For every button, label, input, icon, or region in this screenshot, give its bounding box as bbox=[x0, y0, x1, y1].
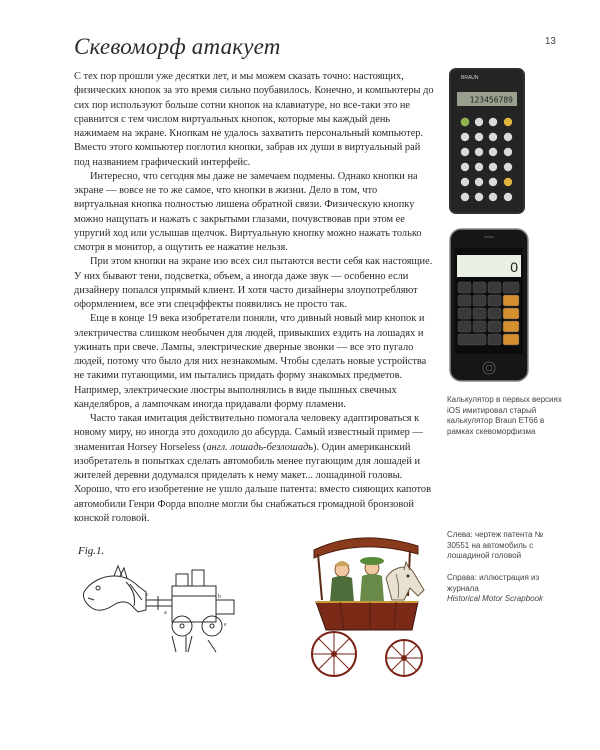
paragraph-5-end: ). Один американский изобретатель в попытках сделать автомобиль менее пугающим для лошадей и жителей деревни додумался приделать к нему макет... лошадиной головы. Хорошо, что его изобретение не ушло дальше патента: вместо сияющих капотов автомобили Генри Форда вполне могли бы снабжаться громадной бронзовой конской головой. bbox=[74, 441, 432, 524]
svg-text:a: a bbox=[164, 610, 167, 616]
paragraph-5-start: Часто такая имитация действительно помогала человеку адаптироваться к новому миру, но иногда это доходило до абсурда. Самый известный пример — знаменитая Horsey Horseless ( bbox=[74, 413, 423, 453]
braun-calculator-image bbox=[447, 66, 527, 216]
iphone-calculator-image bbox=[449, 228, 529, 382]
page-number: 13 bbox=[544, 36, 556, 47]
svg-text:b: b bbox=[218, 594, 221, 600]
patent-drawing-image bbox=[76, 540, 246, 660]
svg-text:e: e bbox=[224, 622, 227, 628]
paragraph-3: При этом кнопки на экране изо всех сил пытаются вести себя как настоящие. У них бывают тени, подсветка, объем, а иногда даже звук — особенно если дизайнеру попался упрямый клиент. И хотя часто дизайнеры злоупотребляют оформлением, все эти спецэффекты появились не просто так. bbox=[74, 256, 433, 310]
braun-display-value: 123456789 bbox=[469, 95, 513, 105]
calculator-caption-text: Калькулятор в первых версиях iOS имитировал старый калькулятор Braun ET66 в рамках скевоморфизма bbox=[447, 395, 562, 436]
article-body bbox=[74, 70, 434, 526]
left-figure-caption bbox=[447, 530, 565, 562]
iphone-display-value: 0 bbox=[510, 259, 518, 275]
patent-figure-label: Fig.1. bbox=[78, 545, 105, 557]
horsey-horseless-illustration bbox=[300, 530, 440, 690]
paragraph-5 bbox=[74, 412, 434, 526]
right-figure-caption-prefix: Справа: иллюстрация из журнала bbox=[447, 573, 540, 593]
svg-text:BRAUN: BRAUN bbox=[461, 75, 479, 81]
calculator-caption bbox=[447, 395, 565, 437]
paragraph-1: С тех пор прошли уже десятки лет, и мы можем сказать точно: настоящих, физических кнопок за это время сильно поубавилось. Конечно, и компьютеры до сих пор используют больше сотни кнопок на клавиатуре, но все-таки это не сравнится с тем числом виртуальных кнопок, которые мы каждый день нажимаем на экране. Кнопкам не удалось захватить персональный компьютер. Вместо этого компьютер поглотил кнопки, забрав их души в виртуальный рай под названием графический интерфейс. bbox=[74, 71, 434, 168]
page-title: Скевоморф атакует bbox=[74, 34, 281, 59]
paragraph-2: Интересно, что сегодня мы даже не замечаем подмены. Однако кнопки на экране — вовсе не то же самое, что кнопки в жизни. Дело в том, что виртуальная кнопка полностью лишена обратной связи. Физическую кнопку можно нащупать и нажать с закрытыми глазами, почувствовав при этом ее упругий ход или услышав щелчок. Виртуальную кнопку можно нажать только смотря в монитор, а ощутить ее нажатие нельзя. bbox=[74, 170, 422, 253]
paragraph-4: Еще в конце 19 века изобретатели поняли, что дивный новый мир кнопок и электричества слишком необычен для людей, привыкших ездить на лошадях и ужинать при свече. Лампы, электрические дверные звонки — все это пугало людей, потому что было для них незнакомым. Чтобы сделать новые устройства не такими пугающими, им пытались придать форму знакомых предметов. Например, электрические люстры выполнялись в виде пышных свечных канделябров, а лампочкам иногда придавали форму пламени. bbox=[74, 313, 427, 410]
left-figure-caption-text: Слева: чертеж патента № 30551 на автомобиль с лошадиной головой bbox=[447, 530, 544, 560]
svg-text:c: c bbox=[146, 592, 149, 598]
right-figure-caption-source: Historical Motor Scrapbook bbox=[447, 594, 544, 603]
right-figure-caption bbox=[447, 573, 565, 605]
paragraph-5-translation: англ. лошадь-безлошадь bbox=[206, 441, 314, 453]
